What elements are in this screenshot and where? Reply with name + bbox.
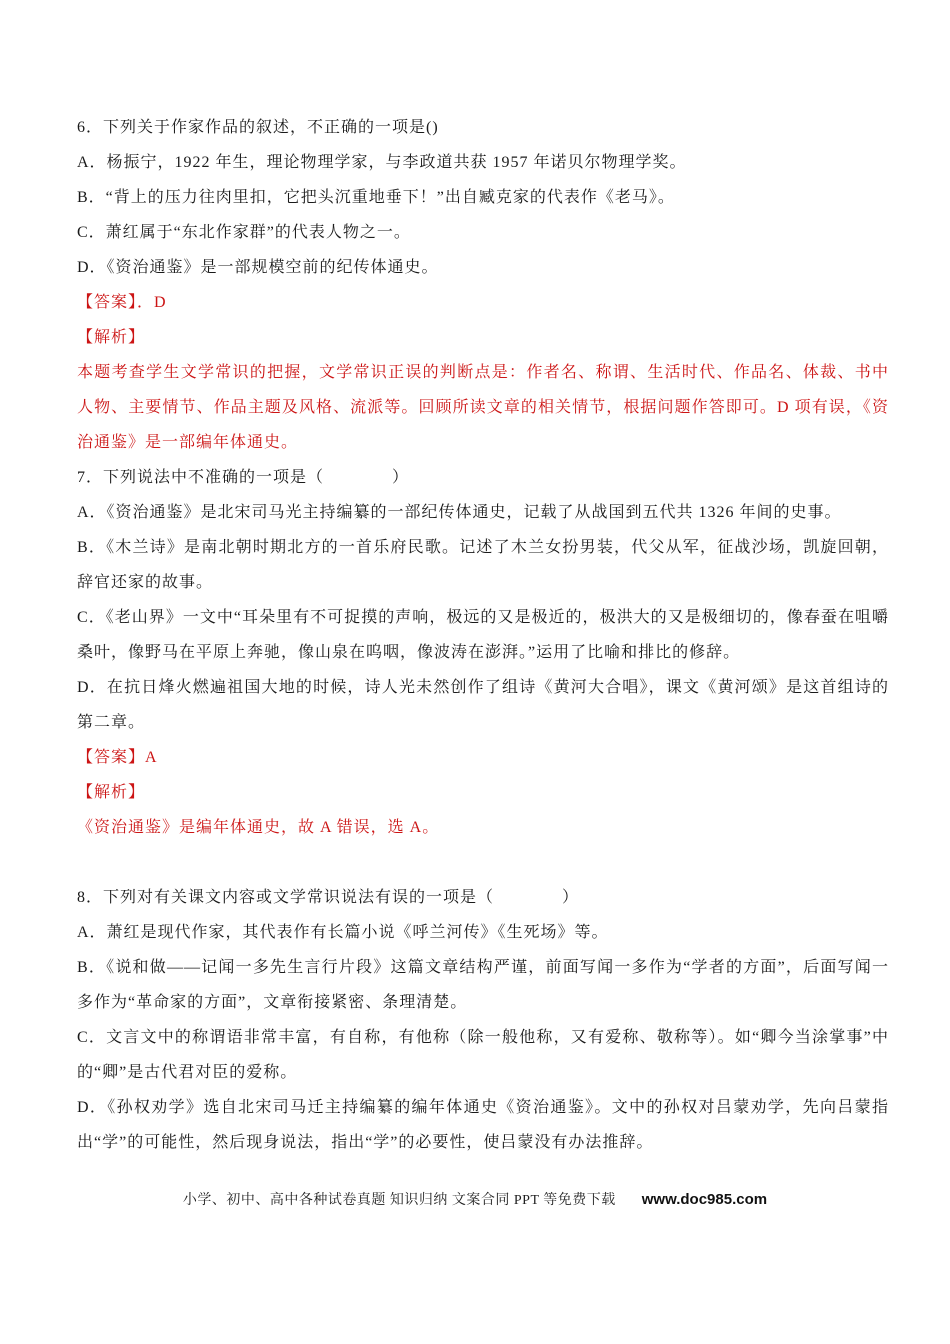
question-6-option-b: B．“背上的压力往肉里扣，它把头沉重地垂下！”出自臧克家的代表作《老马》。: [77, 189, 675, 206]
question-7: 7．下列说法中不准确的一项是（ ）: [77, 469, 410, 486]
question-6-option-d: D．《资治通鉴》是一部规模空前的纪传体通史。: [77, 259, 439, 276]
analysis-label-6: 【解析】: [77, 329, 146, 346]
analysis-7: 《资治通鉴》是编年体通史，故 A 错误，选 A。: [77, 819, 440, 836]
question-8: 8．下列对有关课文内容或文学常识说法有误的一项是（ ）: [77, 889, 580, 906]
question-8-option-a: A．萧红是现代作家，其代表作有长篇小说《呼兰河传》《生死场》等。: [77, 924, 609, 941]
question-6-option-a: A．杨振宁，1922 年生，理论物理学家，与李政道共获 1957 年诺贝尔物理学奖。: [77, 154, 687, 171]
footer-link[interactable]: www.doc985.com: [641, 1191, 768, 1208]
question-8-option-d: D．《孙权劝学》选自北宋司马迁主持编纂的编年体通史《资治通鉴》。文中的孙权对吕蒙劝学，先向吕蒙指出“学”的可能性，然后现身说法，指出“学”的必要性，使吕蒙没有办法推辞。: [77, 1099, 889, 1151]
question-8-option-c: C．文言文中的称谓语非常丰富，有自称，有他称（除一般他称，又有爱称、敬称等）。如“卿今当涂掌事”中的“卿”是古代君对臣的爱称。: [77, 1029, 889, 1081]
question-6: 6．下列关于作家作品的叙述，不正确的一项是(): [77, 119, 439, 136]
spacer: [77, 845, 889, 880]
question-7-option-d: D．在抗日烽火燃遍祖国大地的时候，诗人光未然创作了组诗《黄河大合唱》，课文《黄河颂》是这首组诗的第二章。: [77, 679, 889, 731]
question-7-option-b: B．《木兰诗》是南北朝时期北方的一首乐府民歌。记述了木兰女扮男装，代父从军，征战沙场，凯旋回朝，辞官还家的故事。: [77, 539, 889, 591]
footer-note: 小学、初中、高中各种试卷真题 知识归纳 文案合同 PPT 等免费下载: [182, 1193, 616, 1208]
document-body: [77, 110, 889, 1160]
question-7-option-a: A．《资治通鉴》是北宋司马光主持编纂的一部纪传体通史，记载了从战国到五代共 1326 年间的史事。: [77, 504, 842, 521]
analysis-6: 本题考查学生文学常识的把握，文学常识正误的判断点是：作者名、称谓、生活时代、作品名、体裁、书中人物、主要情节、作品主题及风格、流派等。回顾所读文章的相关情节，根据问题作答即可。D 项有误，《资治通鉴》是一部编年体通史。: [77, 364, 889, 451]
question-6-option-c: C．萧红属于“东北作家群”的代表人物之一。: [77, 224, 411, 241]
analysis-label-7: 【解析】: [77, 784, 146, 801]
question-8-option-b: B．《说和做——记闻一多先生言行片段》这篇文章结构严谨，前面写闻一多作为“学者的方面”，后面写闻一多作为“革命家的方面”，文章衔接紧密、条理清楚。: [77, 959, 889, 1011]
answer-7: 【答案】A: [77, 749, 158, 766]
page-footer: [0, 1186, 950, 1215]
answer-6: 【答案】．D: [77, 294, 167, 311]
question-7-option-c: C．《老山界》一文中“耳朵里有不可捉摸的声响，极远的又是极近的，极洪大的又是极细切的，像春蚕在咀嚼桑叶，像野马在平原上奔驰，像山泉在呜咽，像波涛在澎湃。”运用了比喻和排比的修辞。: [77, 609, 889, 661]
